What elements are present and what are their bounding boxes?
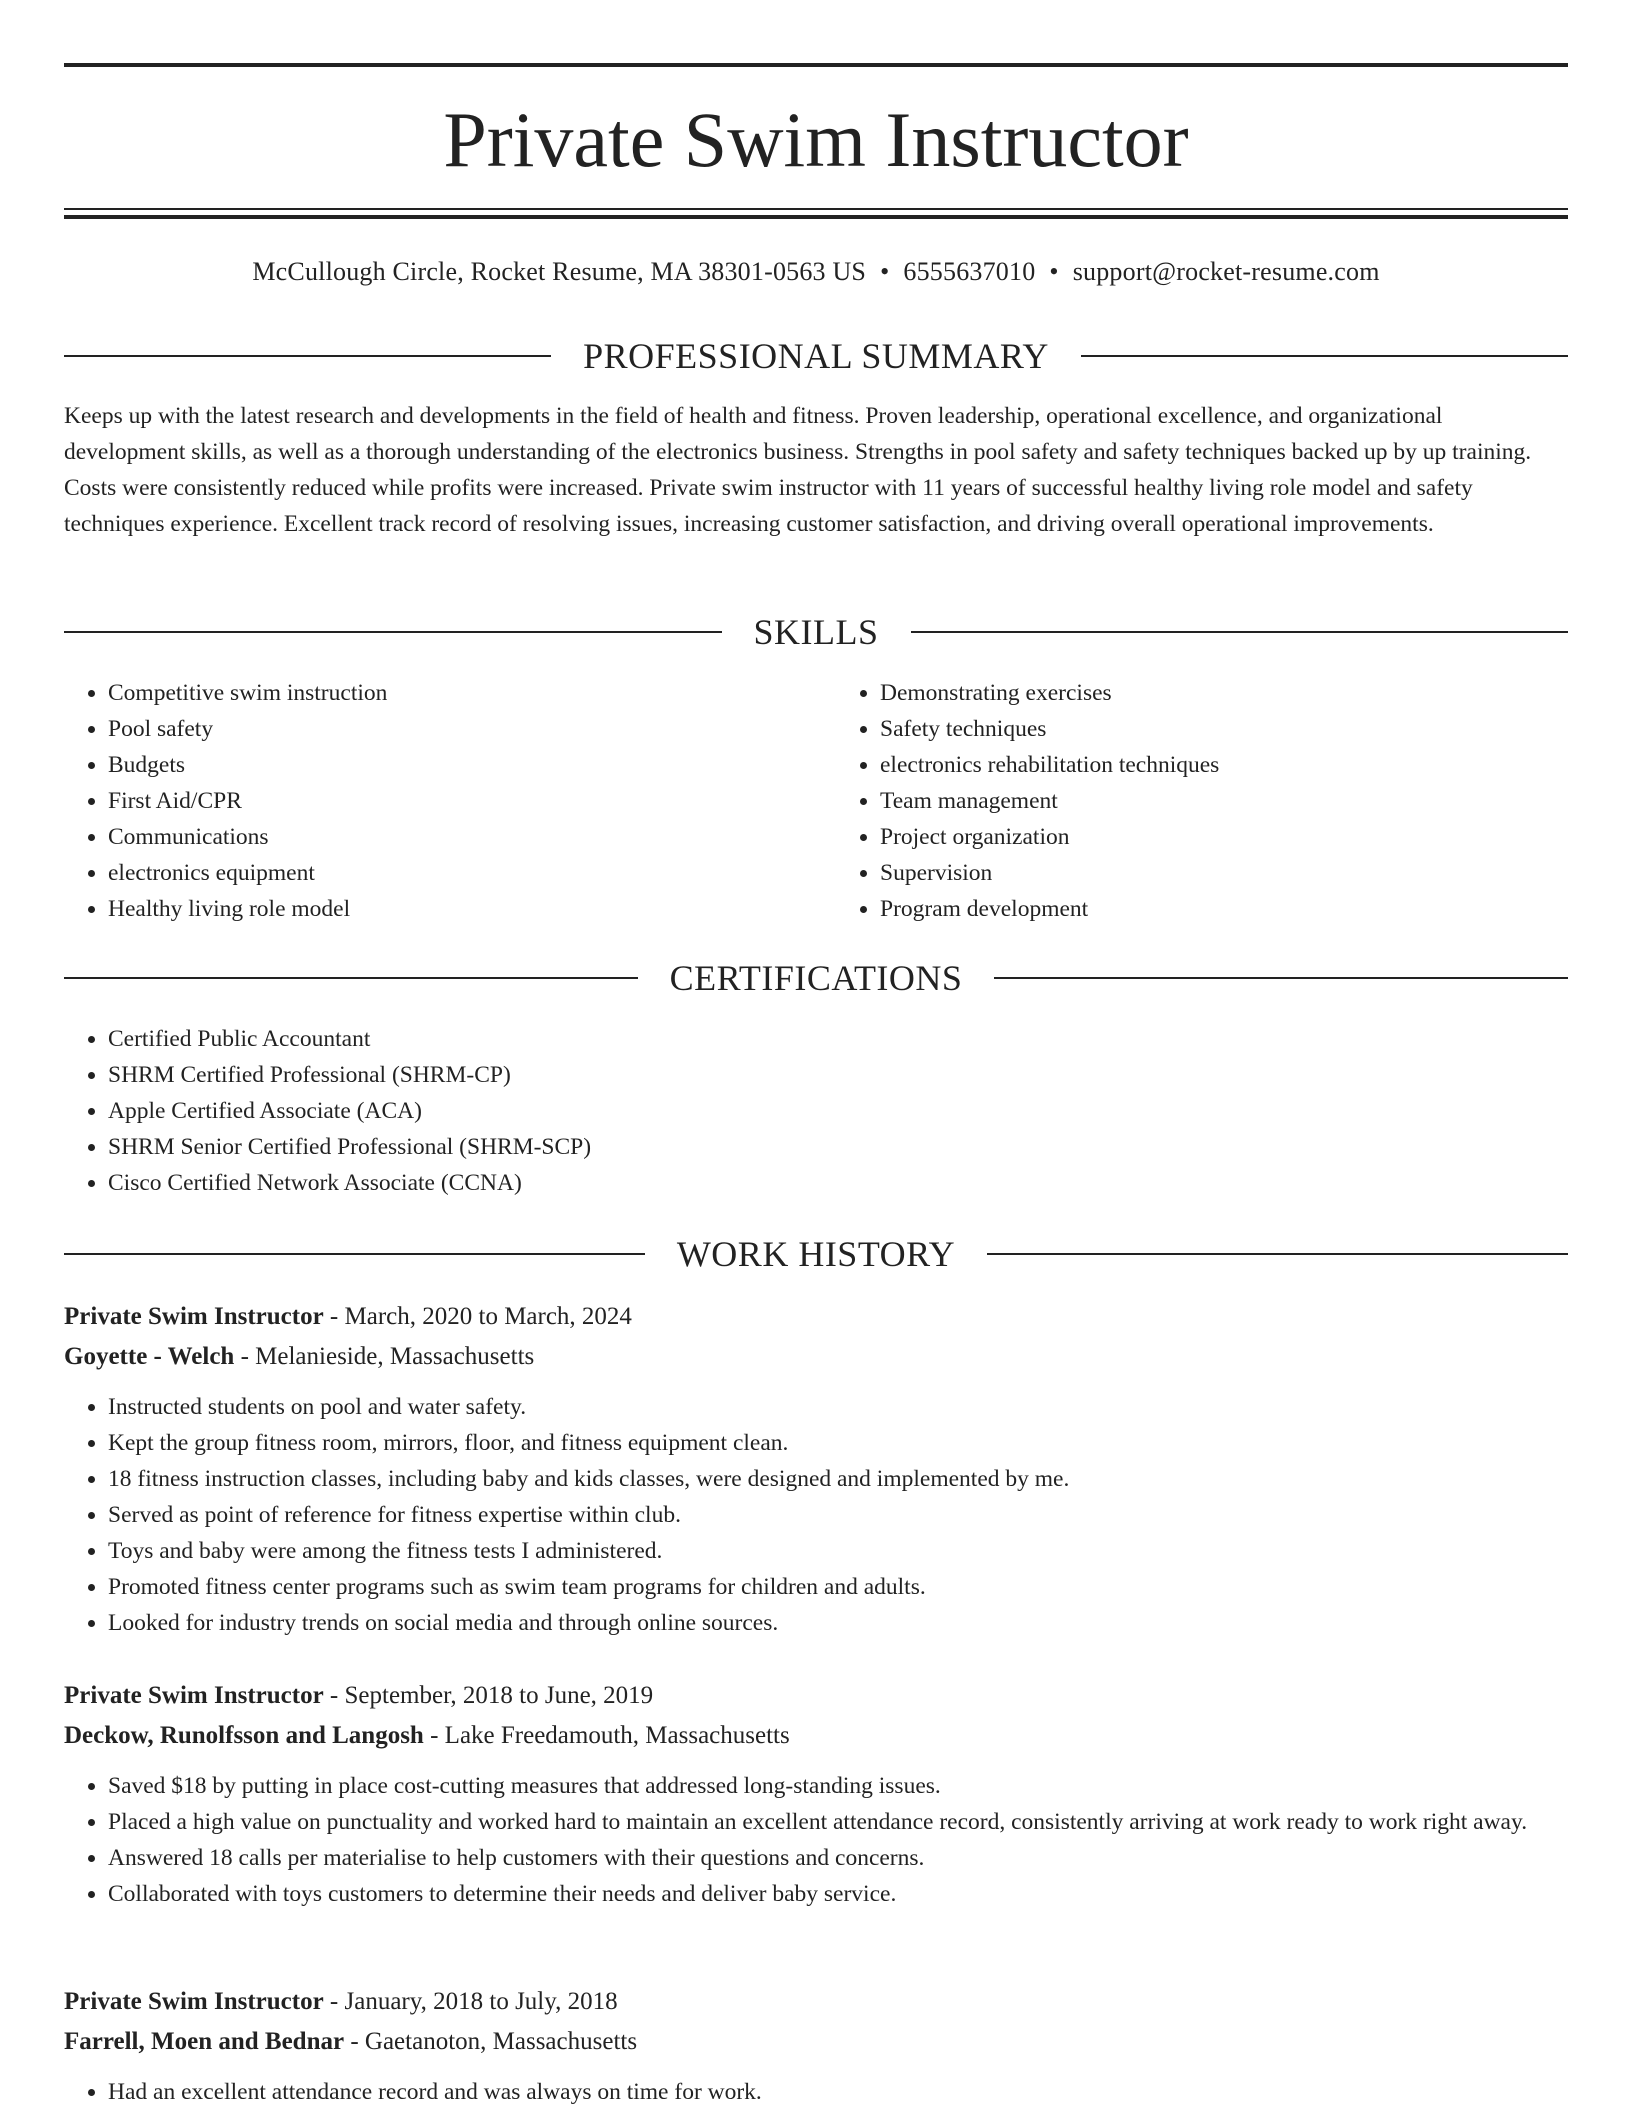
- section-title: PROFESSIONAL SUMMARY: [583, 336, 1049, 376]
- certifications-list: [64, 1021, 1568, 1201]
- divider: [994, 977, 1568, 979]
- skill-item: • Pool safety: [108, 711, 816, 747]
- job-entry: [64, 1982, 1568, 2110]
- job-bullet: • Answered 18 calls per materialise to help customers with their questions and concerns.: [108, 1840, 1568, 1876]
- skill-item: • Project organization: [880, 819, 1568, 855]
- job-bullet: • 18 fitness instruction classes, including baby and kids classes, were designed and implemented by me.: [108, 1461, 1568, 1497]
- job-company-line: [64, 2022, 1568, 2062]
- job-title: Private Swim Instructor: [64, 1682, 324, 1709]
- job-dates: - March, 2020 to March, 2024: [323, 1303, 632, 1330]
- skills-column-left: [64, 675, 816, 927]
- job-entry: [64, 1297, 1568, 1641]
- job-bullet: • Saved $18 by putting in place cost-cutting measures that addressed long-standing issues.: [108, 1768, 1568, 1804]
- certification-item: • Certified Public Accountant: [108, 1021, 1568, 1057]
- job-title: Private Swim Instructor: [64, 1303, 324, 1330]
- job-entry: [64, 1676, 1568, 1912]
- divider: [911, 631, 1569, 633]
- section-title: WORK HISTORY: [676, 1234, 956, 1274]
- job-company-line: [64, 1337, 1568, 1377]
- job-bullet: • Served as point of reference for fitness expertise within club.: [108, 1497, 1568, 1533]
- certifications-heading: [64, 956, 1568, 1000]
- job-company: Farrell, Moen and Bednar: [64, 2028, 345, 2055]
- skill-item: • Team management: [880, 783, 1568, 819]
- skills-list: [64, 675, 1568, 927]
- job-dates: - September, 2018 to June, 2019: [323, 1682, 654, 1709]
- contact-line: [64, 252, 1568, 292]
- job-bullets: [64, 1768, 1568, 1912]
- job-company-line: [64, 1716, 1568, 1756]
- job-bullet: • Placed a high value on punctuality and worked hard to maintain an excellent attendance record, consistently arriving at work ready to work right away.: [108, 1804, 1568, 1840]
- summary-heading: [64, 334, 1568, 378]
- skills-column-right: [816, 675, 1568, 927]
- job-bullet: • Toys and baby were among the fitness tests I administered.: [108, 1533, 1568, 1569]
- job-bullet: • Instructed students on pool and water safety.: [108, 1389, 1568, 1425]
- job-company: Deckow, Runolfsson and Langosh: [64, 1722, 424, 1749]
- skill-item: • Communications: [108, 819, 816, 855]
- certification-item: • SHRM Senior Certified Professional (SHRM-SCP): [108, 1129, 1568, 1165]
- job-bullet: • Looked for industry trends on social media and through online sources.: [108, 1605, 1568, 1641]
- skill-item: • Safety techniques: [880, 711, 1568, 747]
- section-title: CERTIFICATIONS: [669, 958, 963, 998]
- job-bullet: • Kept the group fitness room, mirrors, floor, and fitness equipment clean.: [108, 1425, 1568, 1461]
- job-title-line: [64, 1676, 1568, 1716]
- skill-item: • First Aid/CPR: [108, 783, 816, 819]
- job-bullets: [64, 1389, 1568, 1641]
- title-rule-thin: [64, 208, 1568, 210]
- job-bullet: • Had an excellent attendance record and was always on time for work.: [108, 2074, 1568, 2110]
- skill-item: • Supervision: [880, 855, 1568, 891]
- skill-item: • electronics equipment: [108, 855, 816, 891]
- page-title: Private Swim Instructor: [443, 96, 1189, 183]
- contact-address: McCullough Circle, Rocket Resume, MA 38301-0563 US: [252, 257, 867, 286]
- skill-item: • Program development: [880, 891, 1568, 927]
- skill-item: • Healthy living role model: [108, 891, 816, 927]
- job-location: - Melanieside, Massachusetts: [234, 1343, 535, 1370]
- job-location: - Lake Freedamouth, Massachusetts: [423, 1722, 790, 1749]
- divider: [64, 977, 638, 979]
- divider: [987, 1253, 1568, 1255]
- contact-phone: 6555637010: [903, 257, 1036, 286]
- job-company: Goyette - Welch: [64, 1343, 235, 1370]
- job-title-line: [64, 1297, 1568, 1337]
- work-history-heading: [64, 1232, 1568, 1276]
- skill-item: • Demonstrating exercises: [880, 675, 1568, 711]
- divider: [64, 631, 722, 633]
- summary-text: Keeps up with the latest research and developments in the field of health and fitness. Proven leadership, operational excellence, and organizational development skills, as well as a thorough understanding of the electronics business. Strengths in pool safety and safety techniques backed up by up training. Costs were consistently reduced while profits were increased. Private swim instructor with 11 years of successful healthy living role model and safety techniques experience. Excellent track record of resolving issues, increasing customer satisfaction, and driving overall operational improvements.: [64, 403, 1532, 537]
- certification-item: • SHRM Certified Professional (SHRM-CP): [108, 1057, 1568, 1093]
- skill-item: • electronics rehabilitation techniques: [880, 747, 1568, 783]
- job-dates: - January, 2018 to July, 2018: [323, 1988, 618, 2015]
- contact-separator: •: [1049, 257, 1059, 286]
- certification-item: • Cisco Certified Network Associate (CCNA): [108, 1165, 1568, 1201]
- job-bullets: [64, 2074, 1568, 2110]
- skill-item: • Budgets: [108, 747, 816, 783]
- job-title-line: [64, 1982, 1568, 2022]
- job-bullet: • Promoted fitness center programs such as swim team programs for children and adults.: [108, 1569, 1568, 1605]
- divider: [1081, 355, 1568, 357]
- job-location: - Gaetanoton, Massachusetts: [344, 2028, 638, 2055]
- top-rule: [64, 63, 1568, 67]
- title-rule-thick: [64, 215, 1568, 219]
- job-bullet: • Collaborated with toys customers to determine their needs and deliver baby service.: [108, 1876, 1568, 1912]
- contact-email: support@rocket-resume.com: [1072, 257, 1380, 286]
- divider: [64, 355, 551, 357]
- contact-separator: •: [880, 257, 890, 286]
- skill-item: • Competitive swim instruction: [108, 675, 816, 711]
- certification-item: • Apple Certified Associate (ACA): [108, 1093, 1568, 1129]
- job-title: Private Swim Instructor: [64, 1988, 324, 2015]
- skills-heading: [64, 610, 1568, 654]
- divider: [64, 1253, 645, 1255]
- section-title: SKILLS: [753, 612, 879, 652]
